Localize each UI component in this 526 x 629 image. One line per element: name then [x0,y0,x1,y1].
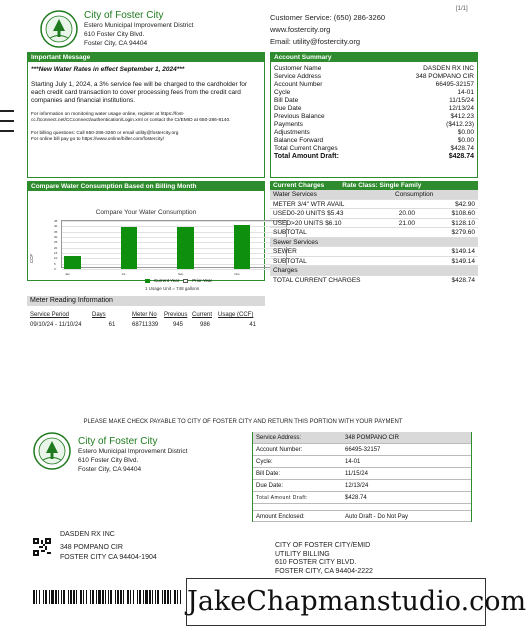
barcode-bar [45,590,47,604]
stub-row [253,468,471,480]
remit-line-1: CITY OF FOSTER CITY/EMID [275,542,371,549]
stub-label: Account Number: [256,447,303,453]
stub-row [253,432,471,444]
chart-gridline [62,237,286,238]
meter-period: 09/10/24 - 11/10/24 [30,322,82,328]
summary-label: Adjustments [274,129,310,136]
barcode-bar [98,590,101,604]
meter-hdr-current: Current [192,312,213,318]
summary-label: Bill Date [274,97,299,104]
chart-x-tick-label: Nov [234,272,240,276]
summary-row [274,65,474,73]
meter-hdr-days: Days [92,312,106,318]
barcode-bar [120,590,122,604]
summary-row [274,105,474,113]
billing-questions: For billing questions: Call 650-286-3260 or email utility@fostercity.org [31,131,179,136]
remit-address [275,542,373,576]
barcode-bar [33,590,35,604]
amount-enclosed-row [253,510,471,522]
summary-label: Account Number [274,81,323,88]
barcode-bar [110,590,112,604]
rate-class: Rate Class: Single Family [342,182,422,189]
barcode-bar [170,590,171,604]
barcode-bar [117,590,119,604]
total-current-charges-row [270,276,478,286]
barcode-bar [162,590,163,604]
summary-row [274,113,474,121]
chart-y-tick-label: 20 [54,245,58,250]
amount-enclosed-label: Amount Enclosed: [256,514,305,520]
chart-x-tick-label: Jan [65,272,70,276]
remit-line-3: 610 FOSTER CITY BLVD. [275,559,357,566]
summary-label: Balance Forward [274,137,324,144]
stub-value: 66495-32157 [345,447,381,453]
account-summary-title: Account Summary [271,53,477,62]
fold-mark [0,110,14,112]
chart-bar [177,227,194,269]
summary-label: Total Current Charges [274,145,338,152]
summary-value: 14-01 [457,89,474,96]
summary-value: DASDEN RX INC [423,65,474,72]
barcode-bar [61,590,62,604]
summary-value: 11/15/24 [449,97,474,104]
sewer-services-header [270,238,478,248]
account-summary-box [270,52,478,178]
summary-row [274,121,474,129]
charges-header [270,266,478,276]
summary-value: ($412.23) [446,121,474,128]
summary-value: 12/13/24 [448,105,474,112]
chart-gridline [62,269,286,270]
total-amount-draft-value: $428.74 [448,153,474,160]
stub-rows [253,432,471,504]
water-charge-label: USED>20 UNITS $6.10 [273,219,342,227]
meter-previous: 945 [172,322,183,328]
important-message-title: Important Message [28,53,264,62]
chart-bar [121,227,138,269]
chart-y-tick-label: 35 [54,229,58,234]
chart-y-tick-label: 10 [54,256,58,261]
stub-payment-box [252,432,472,522]
water-charge-row [270,209,478,219]
barcode-bar [73,590,75,604]
water-charge-label: USED0-20 UNITS $5.43 [273,210,344,217]
fee-paragraph: Starting July 1, 2024, a 3% service fee will be charged to the cardholder for each credit card transaction to cover processing fees from the credit card companies and financial institutions. [31,81,248,104]
total-current-charges-value: $428.74 [451,276,475,284]
compare-title: Compare Water Consumption Based on Billing Month [28,182,264,191]
remit-line-4: FOSTER CITY, CA 94404-2222 [275,567,373,575]
sewer-charge-row [270,247,478,257]
sewer-charge-label: SUBTOTAL [273,257,307,265]
barcode-bar [90,590,91,604]
remit-line-2: UTILITY BILLING [275,550,330,558]
stub-value: 14-01 [345,459,361,465]
barcode-bar [139,590,141,604]
meter-reading-title: Meter Reading Information [27,296,265,306]
water-services-label: Water Services [273,191,317,198]
barcode-bar [177,590,178,604]
city-seal-logo [40,10,78,48]
payment-barcode [33,590,183,604]
org-line-1: Estero Municipal Improvement District [84,22,194,29]
stub-row [253,456,471,468]
stub-row [253,492,471,504]
sewer-services-label: Sewer Services [273,238,319,246]
chart-gridline [62,248,286,249]
payable-note: PLEASE MAKE CHECK PAYABLE TO CITY OF FOSTER CITY AND RETURN THIS PORTION WITH YOUR PAYMENT [83,419,403,425]
summary-label: Cycle [274,89,291,96]
barcode-bar [68,590,69,604]
barcode-bar [164,590,166,604]
stub-value: 348 POMPANO CIR [345,435,399,441]
mailing-addr-1: 348 POMPANO CIR [60,544,123,551]
barcode-bar [49,590,50,604]
stub-value: 11/15/24 [345,471,368,477]
stub-label: Bill Date: [256,471,281,477]
summary-row [274,97,474,105]
summary-row [274,81,474,89]
compare-consumption-box [27,181,265,291]
barcode-bar [83,590,84,604]
barcode-bar [58,590,59,604]
water-services-header [270,190,478,200]
total-amount-draft-label: Total Amount Draft: [274,153,339,160]
meter-hdr-previous: Previous [164,312,188,318]
service-phone: Customer Service: (650) 286-3260 [270,13,386,22]
summary-row [274,145,474,153]
consumption-label: Consumption [395,191,434,198]
summary-label: Due Date [274,105,302,112]
water-charge-consumption: 21.00 [398,219,415,227]
meter-number: 68711339 [132,322,159,328]
chart-bar [64,256,81,269]
summary-value: $412.23 [450,113,474,120]
water-charge-consumption [355,228,415,237]
sewer-charge-rows [270,247,478,266]
stub-city-seal-logo [33,432,71,470]
usage-paragraph: For information on monitoring water usage online, register at https://fost-cc.ftconnect.net/CCconnect/authentication/Login.xml or contact the CI/EMID at 650-286-8140. [31,112,231,123]
summary-row [274,89,474,97]
stub-value: 12/13/24 [345,483,369,489]
water-charge-amount: $128.10 [451,219,475,227]
important-message-box [27,52,265,178]
stub-label: Cycle: [256,459,273,465]
summary-value: $0.00 [457,129,474,136]
summary-value: $428.74 [450,145,474,152]
barcode-bar [155,590,156,604]
chart-y-tick-label: 40 [54,224,58,229]
barcode-bar [137,590,138,604]
email-link[interactable]: Email: utility@fostercity.org [270,37,360,46]
water-charge-row [270,200,478,210]
barcode-bar [80,590,82,604]
chart-gridline [62,253,286,254]
chart-bar [234,225,251,269]
stub-org-line-2: 610 Foster City Blvd. [78,457,139,464]
stub-org-address [78,447,187,474]
legend-current-label: Current Year [154,278,180,283]
barcode-bar [149,590,151,604]
barcode-bar [36,590,37,604]
meter-days: 61 [108,322,116,328]
chart-title: Compare Your Water Consumption [95,209,197,216]
mailing-addr-2: FOSTER CITY CA 94404-1904 [60,554,157,561]
page-number: [1/1] [456,6,468,12]
chart-gridline [62,264,286,265]
barcode-bar [105,590,106,604]
sewer-charge-amount: $149.14 [451,257,475,265]
water-charge-row [270,228,478,238]
chart-gridline [62,258,286,259]
barcode-bar [123,590,124,604]
stub-row [253,480,471,492]
water-charge-amount: $279.60 [451,229,475,236]
water-charge-label: SUBTOTAL [273,229,307,236]
barcode-bar [133,590,134,604]
fold-mark [0,130,14,132]
barcode-bar [108,590,109,604]
summary-label: Service Address [274,73,321,80]
rates-headline: ***New Water Rates in effect September 1, 2024*** [31,66,185,73]
summary-label: Previous Balance [274,113,325,120]
total-current-charges-label: TOTAL CURRENT CHARGES [273,276,361,284]
barcode-bar [145,590,148,604]
chart-legend [145,278,212,283]
summary-value: 66495-32157 [435,81,474,88]
fold-mark [0,120,14,122]
barcode-bar [63,590,65,604]
chart-plot-area [54,219,287,271]
org-line-3: Foster City, CA 94404 [84,40,148,47]
amount-enclosed-value: Auto Draft - Do Not Pay [345,514,409,520]
chart-gridline [62,242,286,243]
chart-y-tick-label: 15 [54,251,58,255]
chart-gridline [62,232,286,233]
chart-yaxis-label: CCF [29,253,35,264]
water-charge-consumption [355,200,415,209]
barcode-bar [70,590,72,604]
barcode-bar [180,590,181,604]
meter-hdr-meter: Meter No [132,312,157,318]
meter-data-row [30,322,260,328]
barcode-bar [167,590,169,604]
usage-unit-note: 1 Usage Unit = 748 gallons [145,286,200,291]
barcode-bar [86,590,87,604]
legend-prior-label: Prior Year [192,278,213,283]
barcode-bar [115,590,116,604]
sewer-charge-amount: $149.14 [451,248,475,255]
chart-x-tick-label: Jul [121,272,126,276]
summary-row [274,129,474,137]
watermark-text: JakeChapmanstudio.com [186,578,486,626]
sewer-charge-label: SEWER [273,248,297,255]
meter-current: 986 [199,322,210,328]
chart-gridline [62,226,286,227]
meter-header-row [30,312,260,318]
qr-code [33,538,51,556]
chart-y-tick-label: 25 [54,240,58,245]
org-line-2: 610 Foster City Blvd. [84,31,145,38]
customer-service-block [270,12,385,48]
water-charge-amount: $42.90 [455,200,475,208]
barcode-bar [157,590,159,604]
sewer-charge-row [270,257,478,267]
important-message-body [28,62,264,143]
barcode-bar [55,590,57,604]
water-charge-amount: $108.60 [451,210,475,217]
stub-label: Due Date: [256,483,284,489]
current-charges-header [270,181,478,190]
org-name: City of Foster City [84,10,164,21]
barcode-bar [39,590,40,604]
water-charge-rows [270,200,478,238]
barcode-bar [51,590,54,604]
meter-hdr-usage: Usage (CCF) [218,312,254,318]
barcode-bar [152,590,153,604]
summary-value: $0.00 [457,137,474,144]
barcode-bar [76,590,77,604]
barcode-bar [143,590,144,604]
website-link[interactable]: www.fostercity.org [270,25,331,34]
charges-label: Charges [273,267,298,274]
legend-prior-swatch [183,279,188,283]
chart-gridline [62,221,286,222]
water-charge-row [270,219,478,229]
barcode-bar [96,590,97,604]
stub-label: Service Address: [256,435,302,441]
current-charges-title: Current Charges [273,182,325,189]
water-charge-consumption: 20.00 [398,210,415,217]
stub-label: Total Amount Draft: [256,495,309,501]
water-charge-label: METER 3/4" WTR AVAIL [273,200,345,208]
chart-y-tick-label: 30 [54,235,58,239]
online-pay-link[interactable]: For online bill pay go to https://www.online/biller.com/fostercity/ [31,137,165,142]
barcode-bar [130,590,131,604]
chart-x-tick-label: Sep [178,272,184,276]
stub-org-name: City of Foster City [78,436,158,447]
summary-label: Customer Name [274,65,322,72]
stub-value: $428.74 [345,495,367,501]
stub-org-line-1: Estero Municipal Improvement District [78,448,188,455]
barcode-bar [102,590,104,604]
chart-y-tick-label: 45 [54,219,58,223]
barcode-bar [43,590,44,604]
barcode-bar [92,590,94,604]
barcode-bar [174,590,176,604]
stub-org-line-3: Foster City, CA 94404 [78,466,142,473]
summary-row [274,73,474,81]
mailing-name: DASDEN RX INC [60,531,115,538]
legend-current-swatch [145,279,150,283]
summary-label: Payments [274,121,303,128]
summary-value: 348 POMPANO CIR [415,73,474,80]
chart-y-tick-label: 0 [54,267,56,271]
meter-usage: 41 [249,322,256,328]
meter-hdr-period: Service Period [30,312,70,318]
chart-y-tick-label: 5 [54,261,56,266]
summary-row [274,137,474,145]
current-charges-box [270,181,478,286]
total-amount-draft-row [274,153,474,161]
mailing-address [60,543,157,563]
stub-row [253,444,471,456]
barcode-bar [127,590,129,604]
